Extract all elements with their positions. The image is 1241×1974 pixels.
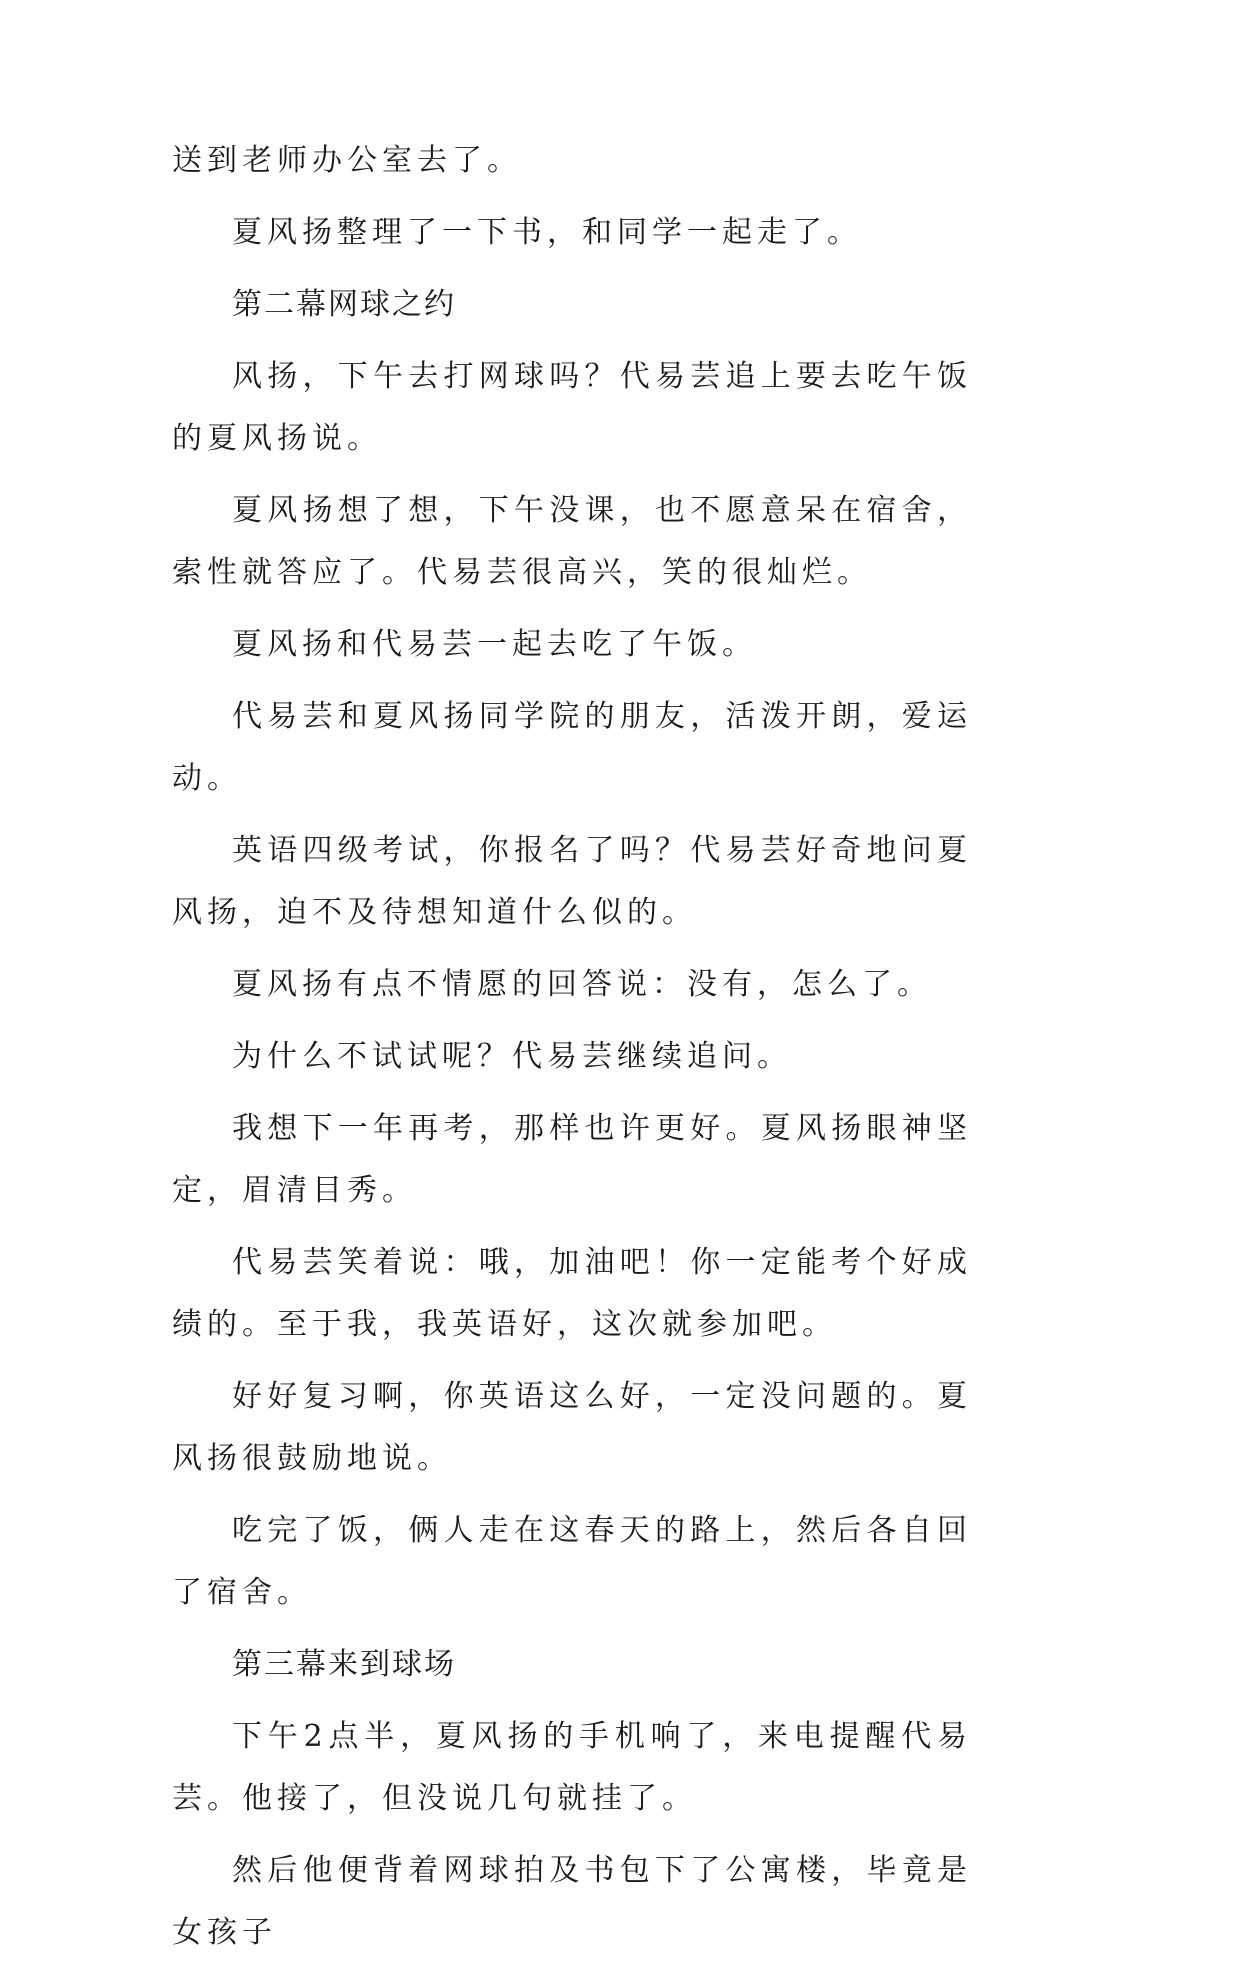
paragraph: 好好复习啊，你英语这么好，一定没问题的。夏风扬很鼓励地说。: [172, 1379, 972, 1476]
paragraph: 吃完了饭，俩人走在这春天的路上，然后各自回了宿舍。: [172, 1513, 972, 1610]
document-body: [172, 130, 972, 1974]
paragraph: 下午2点半，夏风扬的手机响了，来电提醒代易芸。他接了，但没说几句就挂了。: [172, 1719, 972, 1816]
paragraph: 我想下一年再考，那样也许更好。夏风扬眼神坚定，眉清目秀。: [172, 1111, 972, 1208]
paragraph: 夏风扬和代易芸一起去吃了午饭。: [232, 627, 757, 662]
paragraph: 然后他便背着网球拍及书包下了公寓楼，毕竟是女孩子: [172, 1853, 972, 1950]
paragraph: 代易芸和夏风扬同学院的朋友，活泼开朗，爱运动。: [172, 699, 972, 796]
paragraph: 为什么不试试呢？代易芸继续追问。: [232, 1039, 792, 1074]
paragraph-continued: 送到老师办公室去了。: [172, 143, 522, 178]
paragraph: 风扬，下午去打网球吗？代易芸追上要去吃午饭的夏风扬说。: [172, 359, 972, 456]
paragraph: 夏风扬想了想，下午没课，也不愿意呆在宿舍，索性就答应了。代易芸很高兴，笑的很灿烂。: [172, 493, 972, 590]
paragraph: 代易芸笑着说：哦，加油吧！你一定能考个好成绩的。至于我，我英语好，这次就参加吧。: [172, 1245, 972, 1342]
paragraph: 英语四级考试，你报名了吗？代易芸好奇地问夏风扬，迫不及待想知道什么似的。: [172, 833, 972, 930]
scene-heading: 第二幕网球之约: [232, 287, 456, 322]
paragraph: 夏风扬有点不情愿的回答说：没有，怎么了。: [232, 967, 932, 1002]
scene-heading: 第三幕来到球场: [232, 1647, 456, 1682]
paragraph: 夏风扬整理了一下书，和同学一起走了。: [232, 215, 862, 250]
